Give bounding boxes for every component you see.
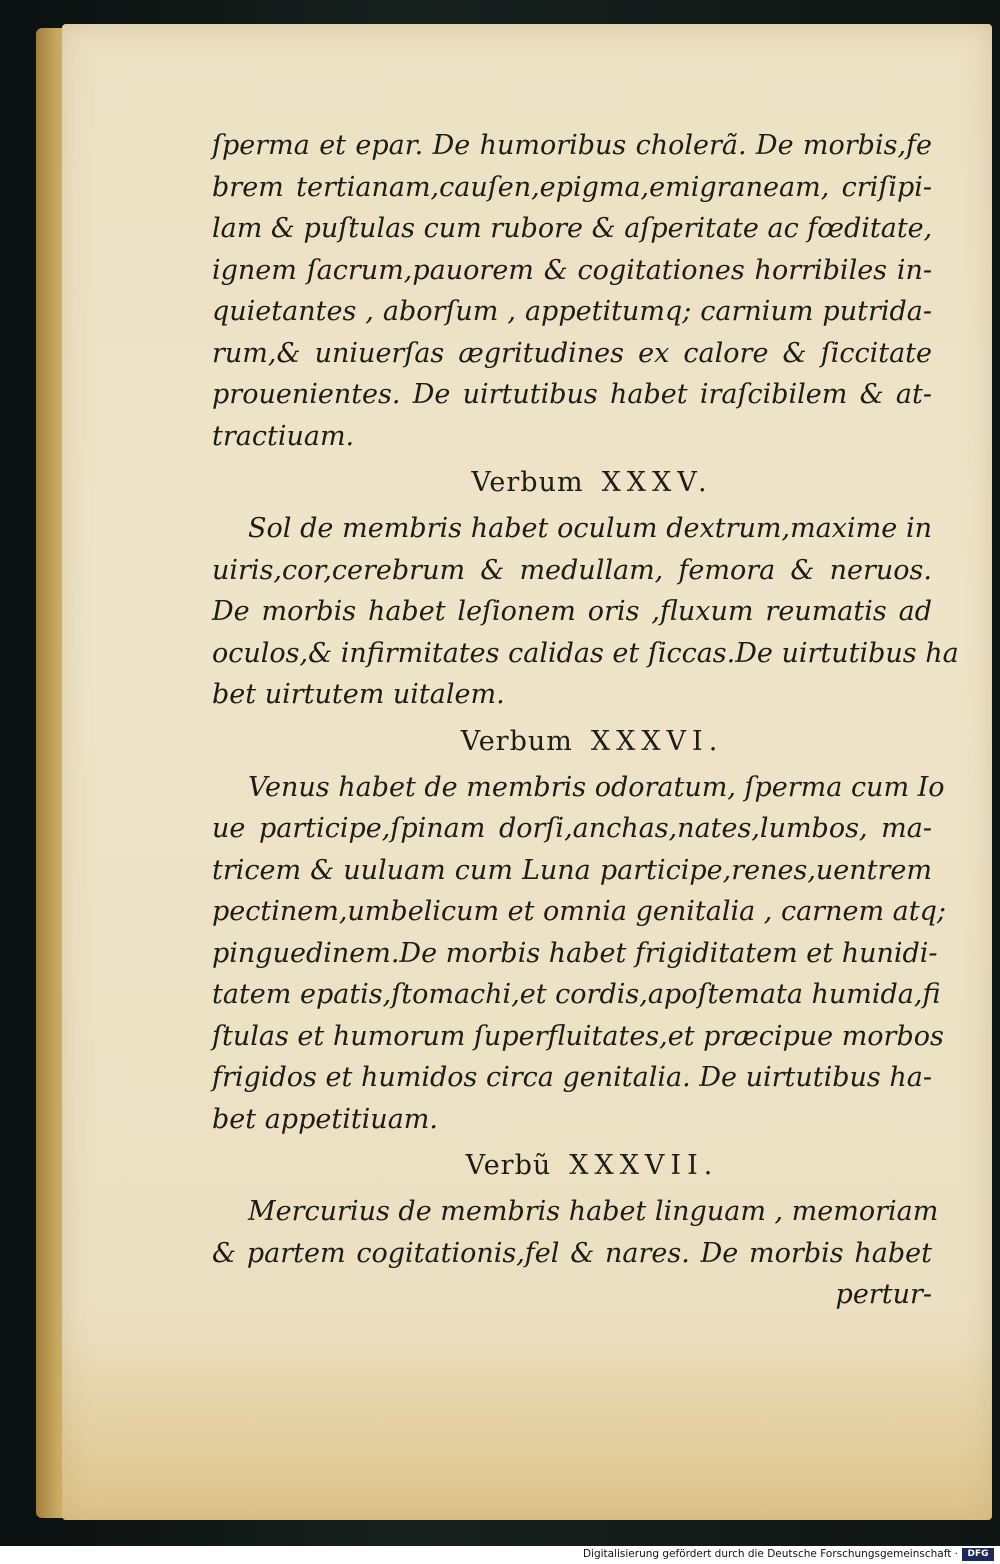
text-line: bet uirtutem uitalem. [212, 679, 505, 710]
heading-word: Verbũ [465, 1150, 552, 1181]
text-line: ſtulas et humorum ſuperfluitates,et præcipue morbos [212, 1020, 944, 1052]
section-heading [212, 1140, 932, 1191]
text-line: tatem epatis,ſtomachi,et cordis,apoſtemata humida,fi [212, 979, 941, 1010]
section-heading [212, 457, 932, 508]
section-heading [212, 716, 932, 767]
text-line: frigidos et humidos circa genitalia. De uirtutibus ha- [212, 1062, 932, 1093]
text-line: rum,& uniuerſas ægritudines ex calore & ſiccitate [212, 337, 932, 369]
text-line: bet appetitiuam. [212, 1103, 438, 1135]
text-line: ſperma et epar. De humoribus cholerã. De morbis,fe [212, 130, 932, 161]
text-line: tricem & uuluam cum Luna participe,renes,uentrem [212, 854, 932, 886]
text-line: uiris,cor,cerebrum & medullam, femora & neruos. [212, 554, 932, 586]
text-line: pinguedinem.De morbis habet frigiditatem et hunidi- [212, 937, 938, 969]
text-line: De morbis habet leſionem oris ,fluxum reumatis ad [212, 596, 932, 627]
heading-word: Verbum [471, 467, 584, 498]
text-line: prouenientes. De uirtutibus habet iraſcibilem & at- [212, 379, 932, 410]
text-line: Mercurius de membris habet linguam , memoriam [248, 1196, 939, 1227]
text-line: quietantes , aborſum , appetitumq; carnium putrida- [212, 296, 932, 327]
text-line: Venus habet de membris odoratum, ſperma cum Io [248, 771, 945, 803]
heading-number: XXXV. [601, 467, 713, 498]
heading-number: XXXVII. [569, 1150, 719, 1181]
text-line: ue participe,ſpinam dorſi,anchas,nates,lumbos, ma- [212, 813, 932, 844]
text-line: & partem cogitationis,fel & nares. De morbis habet [212, 1237, 932, 1269]
dfg-logo-icon: DFG [962, 1548, 994, 1561]
text-line: brem tertianam,cauſen,epigma,emigraneam, criſipi- [212, 171, 932, 203]
catchword: pertur- [835, 1279, 932, 1310]
text-line: ignem ſacrum,pauorem & cogitationes horribiles in- [212, 254, 932, 286]
page-text-block [212, 125, 959, 1316]
text-line: Sol de membris habet oculum dextrum,maxime in [248, 513, 932, 544]
heading-word: Verbum [460, 725, 573, 757]
text-line: lam & puſtulas cum rubore & aſperitate ac fœditate, [212, 213, 933, 244]
text-line: pectinem,umbelicum et omnia genitalia , carnem atq; [212, 896, 946, 927]
text-line: tractiuam. [212, 420, 355, 452]
heading-number: XXXVI. [590, 725, 724, 757]
funding-credit: Digitalisierung gefördert durch die Deutsche Forschungsgemeinschaft · [582, 1548, 958, 1560]
text-line: oculos,& infirmitates calidas et ſiccas.De uirtutibus ha [212, 637, 959, 669]
